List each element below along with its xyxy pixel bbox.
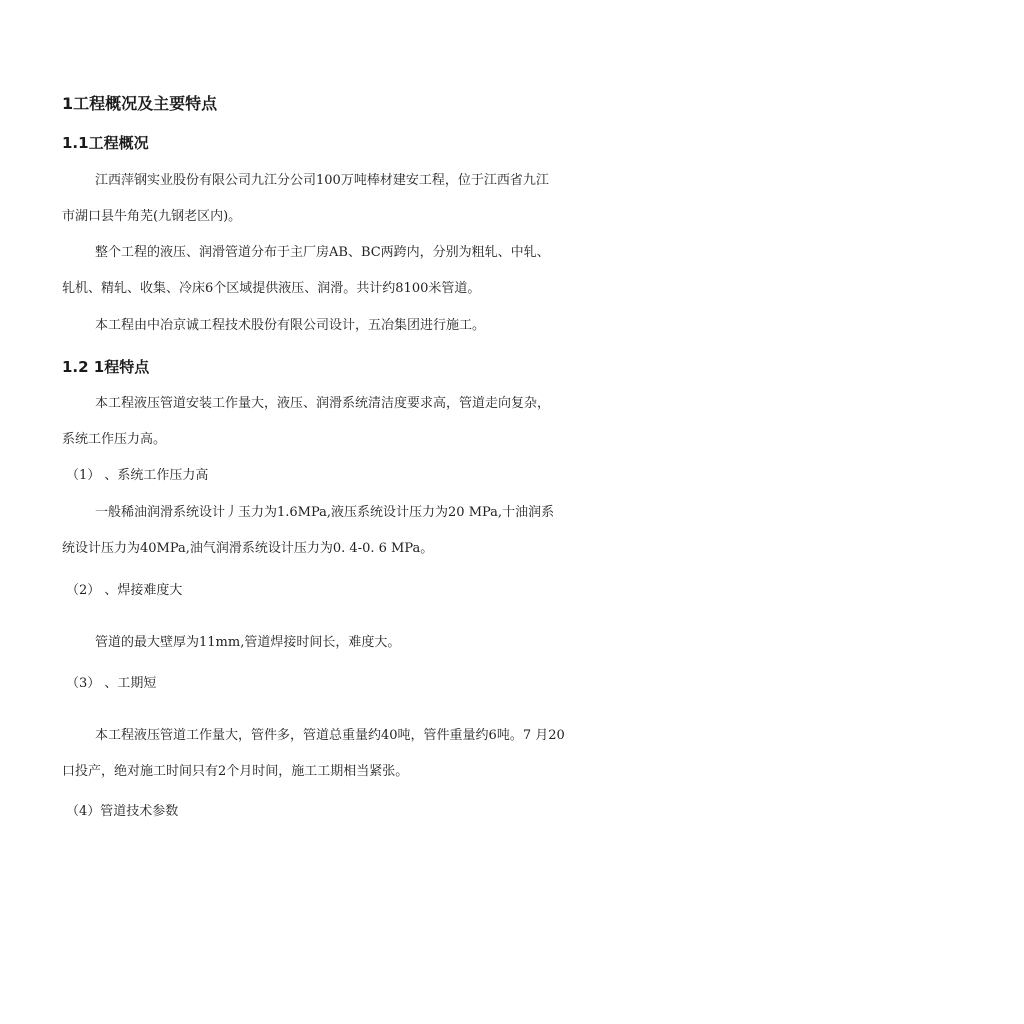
overview-paragraph-3: 本工程由中冶京诚工程技术股份有限公司设计，五冶集团进行施工。 <box>95 318 486 333</box>
item-1-line-1: 一般稀油润滑系统设计丿玉力为1.6MPa,液压系统设计压力为20 MPa,十油润系 <box>95 505 555 520</box>
item-2-heading: （2） 、焊接难度大 <box>66 583 183 598</box>
item-4-heading: （4）管道技术参数 <box>66 804 179 819</box>
overview-paragraph-2-line-1: 整个工程的液压、润滑管道分布于主厂房AB、BC两跨内，分别为粗轧、中轧、 <box>95 245 550 260</box>
overview-paragraph-2-line-2: 轧机、精轧、收集、冷床6个区域提供液压、润滑。共计约8100米管道。 <box>62 281 481 296</box>
item-3-line-2: 口投产，绝对施工时间只有2个月时间，施工工期相当紧张。 <box>62 764 409 779</box>
section-1-heading: 1工程概况及主要特点 <box>62 94 218 113</box>
item-3-heading: （3） 、工期短 <box>66 676 157 691</box>
overview-paragraph-1-line-1: 江西萍钢实业股份有限公司九江分公司100万吨棒材建安工程，位于江西省九江 <box>95 173 549 188</box>
item-1-heading: （1） 、系统工作压力高 <box>66 468 209 483</box>
features-intro-line-1: 本工程液压管道安装工作量大，液压、润滑系统清洁度要求高，管道走向复杂， <box>95 396 551 411</box>
overview-paragraph-1-line-2: 市湖口县牛角芜(九钢老区内)。 <box>62 209 242 224</box>
item-2-line-1: 管道的最大壁厚为11mm,管道焊接时间长，难度大。 <box>95 635 401 650</box>
item-1-line-2: 统设计压力为40MPa,油气润滑系统设计压力为0. 4-0. 6 MPa。 <box>62 541 434 556</box>
features-intro-line-2: 系统工作压力高。 <box>62 432 167 447</box>
section-1-2-heading: 1.2 1程特点 <box>62 358 150 376</box>
item-3-line-1: 本工程液压管道工作量大，管件多，管道总重量约40吨，管件重量约6吨。7 月20 <box>95 728 565 743</box>
section-1-1-heading: 1.1工程概况 <box>62 134 149 152</box>
